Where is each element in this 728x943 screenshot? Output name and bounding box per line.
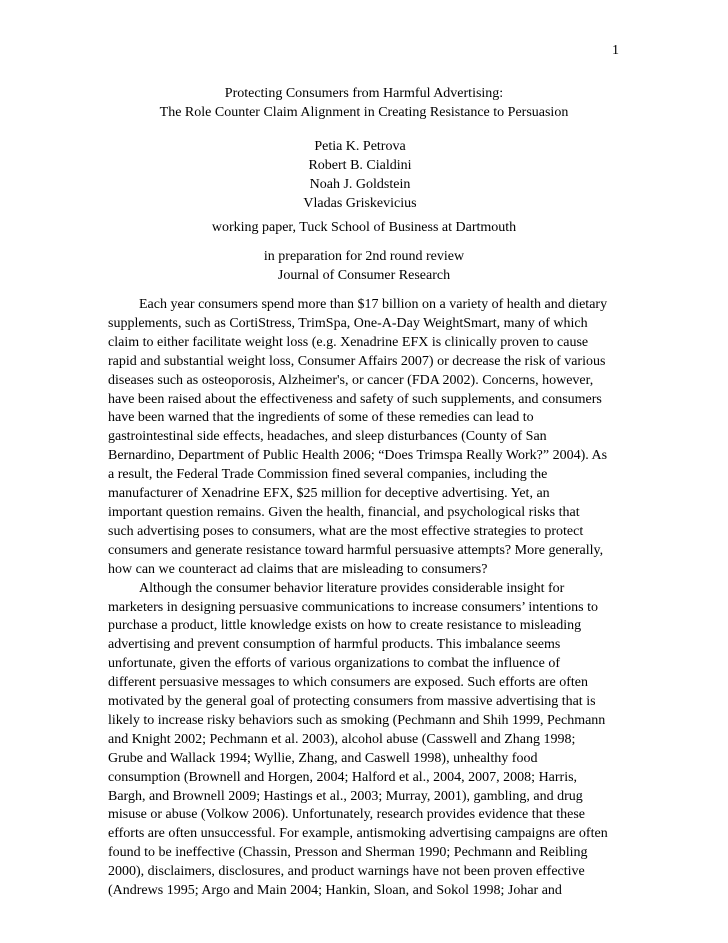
paper-title: [0, 84, 728, 122]
paper-note: [0, 218, 728, 237]
body-line: a result, the Federal Trade Commission fined several companies, including the: [108, 467, 548, 483]
preparation-note: [0, 247, 728, 285]
body-line: marketers in designing persuasive communications to increase consumers’ intentions to: [108, 599, 599, 615]
body-line: important question remains. Given the health, financial, and psychological risks that: [108, 504, 580, 520]
author-list: [0, 137, 728, 213]
body-line: misuse or abuse (Volkow 2006). Unfortunately, research provides evidence that these: [108, 807, 586, 823]
body-line: supplements, such as CortiStress, TrimSpa, One-A-Day WeightSmart, many of which: [108, 315, 588, 331]
title-line-1: Protecting Consumers from Harmful Advertising:: [224, 86, 504, 101]
body-line: Bargh, and Brownell 2009; Hastings et al., 2003; Murray, 2001), gambling, and drug: [108, 788, 583, 804]
body-line: diseases such as osteoporosis, Alzheimer's, or cancer (FDA 2002). Concerns, however,: [108, 372, 594, 388]
body-line: how can we counteract ad claims that are misleading to consumers?: [108, 561, 488, 577]
body-line: purchase a product, little knowledge exists on how to create resistance to misleading: [108, 618, 582, 634]
author-name: Robert B. Cialdini: [308, 158, 412, 173]
working-paper-note: working paper, Tuck School of Business at Dartmouth: [211, 220, 517, 235]
title-line-2: The Role Counter Claim Alignment in Creating Resistance to Persuasion: [159, 105, 569, 120]
body-line: Each year consumers spend more than $17 billion on a variety of health and dietary: [139, 297, 608, 312]
body-line: consumption (Brownell and Horgen, 2004; Halford et al., 2004, 2007, 2008; Harris,: [108, 769, 578, 785]
body-line: 2000), disclaimers, disclosures, and product warnings have not been proven effective: [108, 864, 585, 880]
body-line: manufacturer of Xenadrine EFX, $25 million for deceptive advertising. Yet, an: [108, 486, 550, 502]
body-line: such advertising poses to consumers, what are the most effective strategies to protect: [108, 523, 584, 539]
body-text: [108, 296, 628, 901]
body-line: likely to increase risky behaviors such as smoking (Pechmann and Shih 1999, Pechmann: [108, 712, 606, 728]
body-line: efforts are often unsuccessful. For example, antismoking advertising campaigns are often: [108, 826, 608, 842]
page-number: 1: [612, 43, 619, 58]
author-name: Vladas Griskevicius: [303, 196, 417, 211]
body-line: claim to either facilitate weight loss (e.g. Xenadrine EFX is clinically proven to cause: [108, 334, 589, 350]
preparation-line-1: in preparation for 2nd round review: [263, 249, 465, 264]
body-line: have been warned that the ingredients of some of these remedies can lead to: [108, 410, 534, 426]
body-line: and Knight 2002; Pechmann et al. 2003), alcohol abuse (Casswell and Zhang 1998;: [108, 731, 576, 747]
body-line: rapid and substantial weight loss, Consumer Affairs 2007) or decrease the risk of various: [108, 353, 606, 369]
body-line: Bernardino, Department of Public Health 2006; “Does Trimspa Really Work?” 2004). As: [108, 448, 608, 464]
body-line: consumers and generate resistance toward harmful persuasive attempts? More generally,: [108, 542, 604, 558]
body-line: Although the consumer behavior literature provides considerable insight for: [139, 580, 565, 596]
body-line: unfortunate, given the efforts of various organizations to combat the influence of: [108, 656, 561, 672]
author-name: Noah J. Goldstein: [309, 177, 411, 192]
author-name: Petia K. Petrova: [314, 139, 406, 154]
body-line: Grube and Wallack 1994; Wyllie, Zhang, and Caswell 1998), unhealthy food: [108, 750, 538, 766]
journal-name: Journal of Consumer Research: [277, 268, 451, 283]
body-line: motivated by the general goal of protecting consumers from massive advertising that is: [108, 694, 596, 710]
body-line: advertising and prevent consumption of harmful products. This imbalance seems: [108, 637, 561, 653]
body-line: found to be ineffective (Chassin, Presson and Sherman 1990; Pechmann and Reibling: [108, 845, 588, 861]
body-line: (Andrews 1995; Argo and Main 2004; Hankin, Sloan, and Sokol 1998; Johar and: [108, 883, 562, 899]
body-line: gastrointestinal side effects, headaches, and sleep disturbances (County of San: [108, 429, 547, 445]
body-line: different persuasive messages to which consumers are exposed. Such efforts are often: [108, 675, 588, 691]
body-line: have been raised about the effectiveness and safety of such supplements, and consumers: [108, 391, 602, 407]
